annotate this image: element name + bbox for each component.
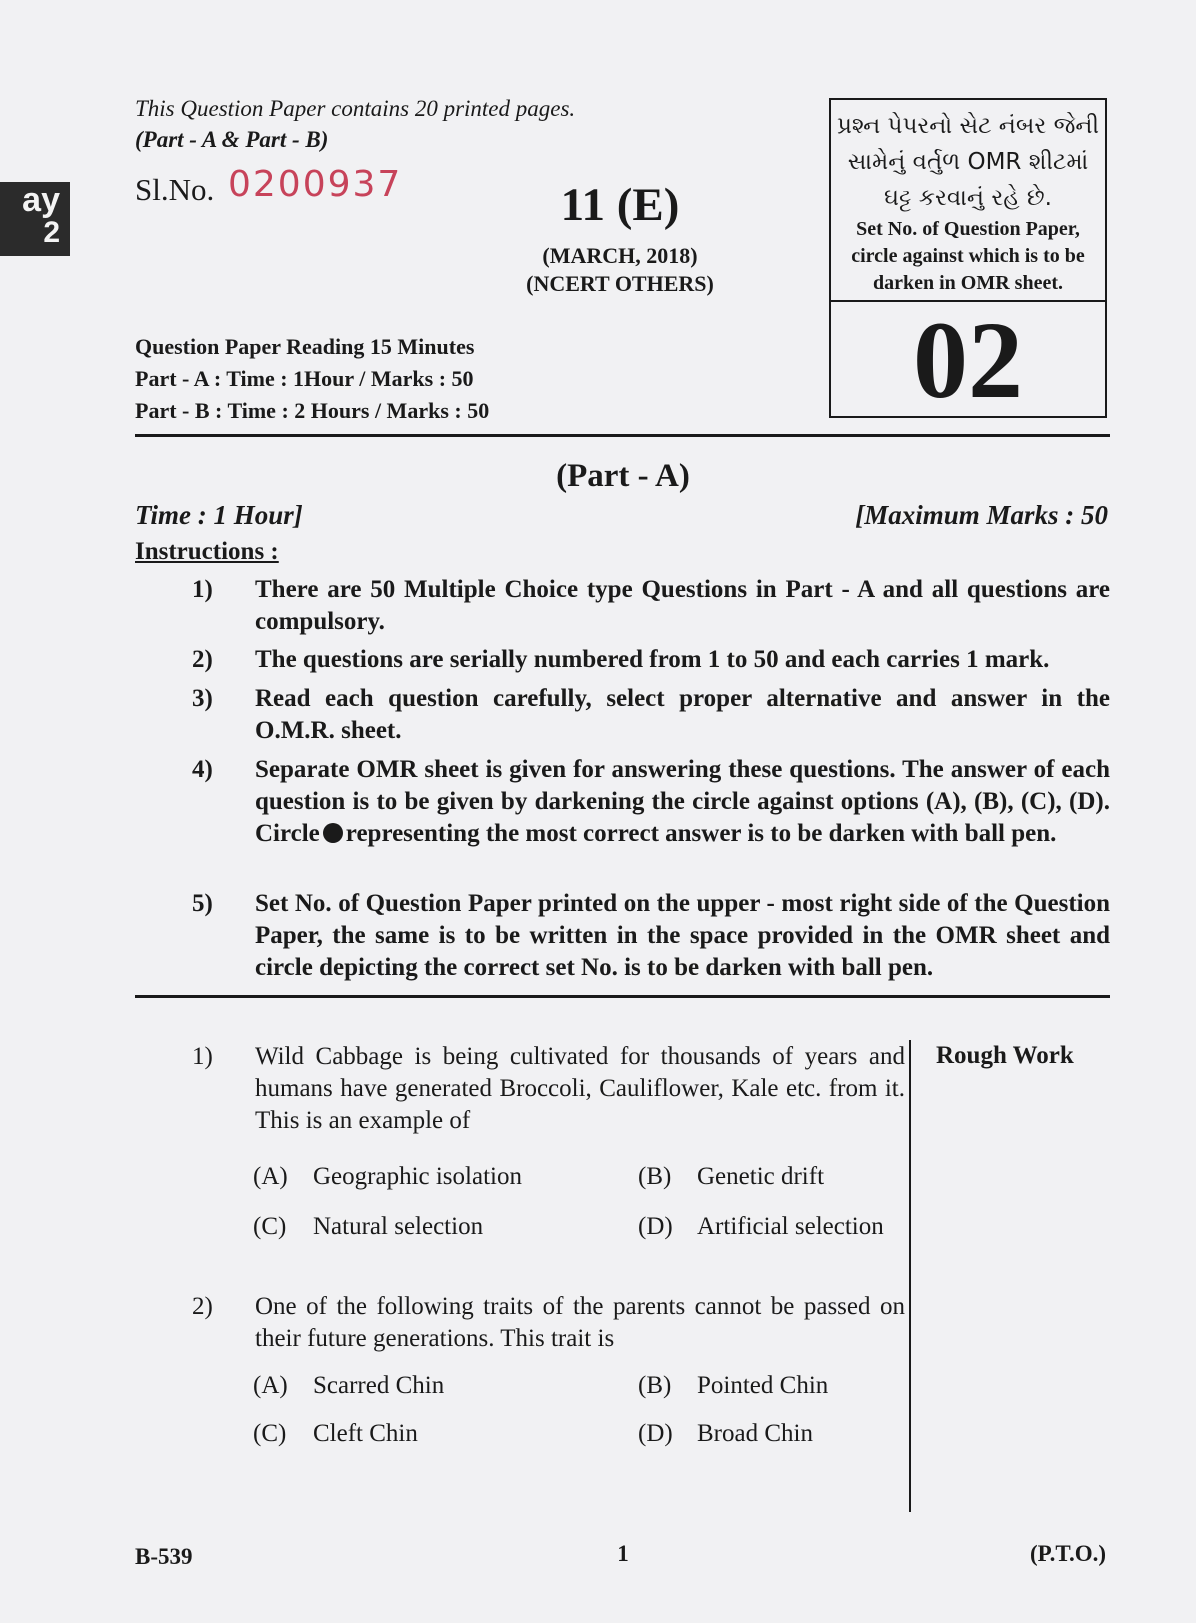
set-number: 02 (913, 299, 1023, 421)
set-instruction-line-3: darken in OMR sheet. (873, 272, 1063, 294)
instructions-heading: Instructions : (135, 538, 279, 565)
question-1-number: 1) (192, 1043, 213, 1070)
parts-note: (Part - A & Part - B) (135, 127, 329, 152)
question-2-option-b: Pointed Chin (697, 1372, 829, 1399)
question-1-option-b-key: (B) (638, 1163, 672, 1190)
instruction-4-text-after: representing the most correct answer is to be darken with ball pen. (345, 820, 1057, 847)
instruction-4-text-before: Separate OMR sheet is given for answering these questions. The answer of each question is to be given by darkening the circle against options (A), (B), (C), (D). Circle (255, 756, 1110, 847)
question-1-option-c: Natural selection (313, 1213, 484, 1240)
rough-work-label: Rough Work (936, 1042, 1074, 1069)
pages-note: This Question Paper contains 20 printed pages. (135, 96, 576, 121)
reading-time: Question Paper Reading 15 Minutes (135, 334, 475, 359)
set-instruction-line-1: Set No. of Question Paper, (856, 218, 1080, 240)
question-1-option-b: Genetic drift (697, 1163, 825, 1190)
question-2-option-a: Scarred Chin (313, 1372, 445, 1399)
header-divider (135, 434, 1110, 437)
gujarati-line-2: સામેનું વર્તુળ OMR શીટમાં (847, 149, 1089, 175)
part-a-time-label: Time : 1 Hour] (135, 500, 303, 530)
part-b-time: Part - B : Time : 2 Hours / Marks : 50 (135, 398, 490, 423)
pto-label: (P.T.O.) (1029, 1541, 1106, 1566)
gujarati-line-1: પ્રશ્ન પેપરનો સેટ નંબર જેની (836, 113, 1100, 139)
day-tab-line1: ay (22, 181, 60, 219)
question-1-option-d-key: (D) (638, 1213, 673, 1240)
part-a-title: (Part - A) (556, 458, 690, 494)
exam-stream: (NCERT OTHERS) (526, 271, 714, 296)
question-1-option-a: Geographic isolation (313, 1163, 522, 1190)
question-2-option-a-key: (A) (253, 1372, 288, 1399)
set-number-box (829, 98, 1107, 421)
instructions-list: 1) There are 50 Multiple Choice type Questions in Part - A and all questions are compulsory. 2) The questions are serially numbered from 1 to 50 and each carries 1 mark. 3) Read each question carefully, select proper alternative and answer in the O.M.R. sheet. 4) Separate OMR sheet is given for answering these questions. The answer of each question is to be given by darkening the circle against options (A), (B), (C), (D). Circle representing the most correct answer is to be darken with ball pen. 5) Set No. of Question Paper printed on the upper - most right side of the Question Paper, the same is to be written in the space provided in the OMR sheet and circle depicting the correct set No. is to be darken with ball pen. (192, 576, 1110, 981)
question-2-option-d-key: (D) (638, 1420, 673, 1447)
question-2-text: One of the following traits of the parents cannot be passed on their future generations. This trait is (255, 1293, 905, 1352)
page-number: 1 (617, 1541, 629, 1566)
question-1-option-d: Artificial selection (697, 1213, 884, 1240)
serial-number: 0200937 (228, 164, 403, 205)
exam-date: (MARCH, 2018) (542, 243, 698, 268)
set-instruction-line-2: circle against which is to be (851, 245, 1085, 267)
day-tab-line2: 2 (43, 216, 60, 249)
question-2-option-b-key: (B) (638, 1372, 672, 1399)
paper-code: 11 (E) (560, 179, 680, 231)
serial-label: Sl.No. (135, 172, 215, 207)
max-marks-label: [Maximum Marks : 50 (855, 500, 1108, 530)
footer-paper-code: B-539 (135, 1544, 193, 1569)
part-a-time: Part - A : Time : 1Hour / Marks : 50 (135, 366, 474, 391)
filled-circle-icon (323, 823, 343, 843)
question-1-text: Wild Cabbage is being cultivated for thousands of years and humans have generated Broccoli, Cauliflower, Kale etc. from it. This is an example of (255, 1043, 905, 1134)
question-2-option-c-key: (C) (253, 1420, 287, 1447)
question-2-option-c: Cleft Chin (313, 1420, 418, 1447)
day-tab-marker (0, 182, 70, 256)
question-2-number: 2) (192, 1293, 213, 1320)
rough-work-divider (909, 1040, 911, 1512)
question-2-option-d: Broad Chin (697, 1420, 813, 1447)
question-1-option-c-key: (C) (253, 1213, 287, 1240)
question-1-option-a-key: (A) (253, 1163, 288, 1190)
instructions-divider (135, 995, 1110, 998)
gujarati-line-3: ઘટ્ટ કરવાનું રહે છે. (884, 185, 1052, 211)
